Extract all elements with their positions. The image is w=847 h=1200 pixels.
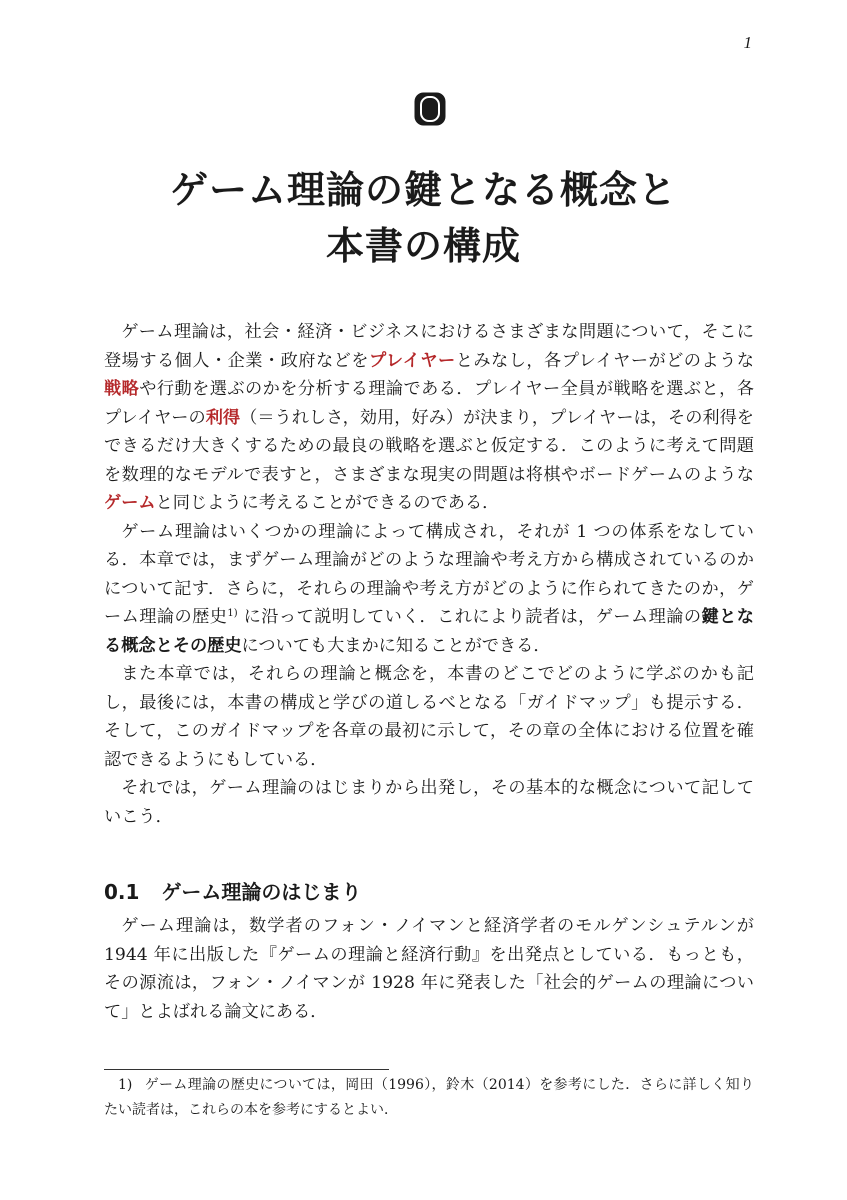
text-run: と同じように考えることができるのである．	[155, 493, 500, 513]
footnote-text: ゲーム理論の歴史については，岡田（1996），鈴木（2014）を参考にした．さらに詳しく知りたい読者は，これらの本を参考にするとよい．	[104, 1077, 754, 1118]
section-heading	[104, 877, 361, 907]
keyword-player: プレイヤー	[368, 350, 456, 371]
text-run: や行動を選ぶのかを分析する理論である．プレイヤー全員が戦略を選ぶと，各プレイヤーの	[104, 379, 754, 428]
chapter-number-badge	[413, 91, 447, 127]
chapter-title-line-2: 本書の構成	[325, 224, 521, 268]
text-run: に沿って説明していく．これにより読者は，ゲーム理論の	[237, 607, 702, 627]
footnote-ref[interactable]: 1)	[227, 608, 238, 619]
chapter-title-line-1: ゲーム理論の鍵となる概念と	[169, 168, 677, 212]
text-run: ゲーム理論は，社会・経済・ビジネスにおけるさまざまな問題について，そこに登場する個人・企業・政府などを	[104, 322, 754, 371]
keyword-strategy: 戦略	[104, 379, 140, 399]
section-number: 0.1	[104, 880, 140, 904]
page-number: 1	[743, 33, 752, 52]
intro-paragraph-4: それでは，ゲーム理論のはじまりから出発し，その基本的な概念について記していこう．	[104, 778, 754, 827]
intro-paragraph-1	[104, 318, 754, 518]
keyword-game: ゲーム	[104, 493, 156, 513]
intro-text	[104, 318, 754, 831]
text-run: （＝うれしさ，効用，好み）が決まり，プレイヤーは，その利得をできるだけ大きくするための最良の戦略を選ぶと仮定する．このように考えて問題を数理的なモデルで表すと，さまざまな現実の問題は将棋やボードゲームのような	[104, 407, 754, 485]
chapter-title	[0, 162, 847, 274]
emphasis-key-concepts: 鍵となる概念とその歴史	[104, 607, 754, 656]
text-run: ゲーム理論はいくつかの理論によって構成され，それが 1 つの体系をなしている．本章では，まずゲーム理論がどのような理論や考え方から構成されているのかについて記す．さらに，それらの理論や考え方がどのように作られてきたのか，ゲーム理論の歴史	[104, 521, 754, 627]
intro-paragraph-2	[104, 518, 754, 661]
section-paragraph-1: ゲーム理論は，数学者のフォン・ノイマンと経済学者のモルゲンシュテルンが 1944 年に出版した『ゲームの理論と経済行動』を出発点としている．もっとも，その源流は，フォン・ノイマンが 1928 年に発表した「社会的ゲームの理論について」とよばれる論文にある．	[104, 916, 754, 1022]
chapter-number: 0	[429, 115, 431, 117]
footnote-label: 1)	[118, 1077, 133, 1093]
section-text	[104, 912, 754, 1026]
keyword-payoff: 利得	[205, 407, 241, 428]
text-run: についても大まかに知ることができる．	[241, 635, 551, 656]
text-run: とみなし，各プレイヤーがどのような	[455, 350, 754, 371]
footnote-divider	[104, 1069, 389, 1070]
section-title: ゲーム理論のはじまり	[161, 880, 362, 904]
intro-paragraph-3: また本章では，それらの理論と概念を，本書のどこでどのように学ぶのかも記し，最後には，本書の構成と学びの道しるべとなる「ガイドマップ」も提示する．そして，このガイドマップを各章の最初に示して，その章の全体における位置を確認できるようにもしている．	[104, 664, 754, 770]
footnote	[104, 1073, 754, 1123]
